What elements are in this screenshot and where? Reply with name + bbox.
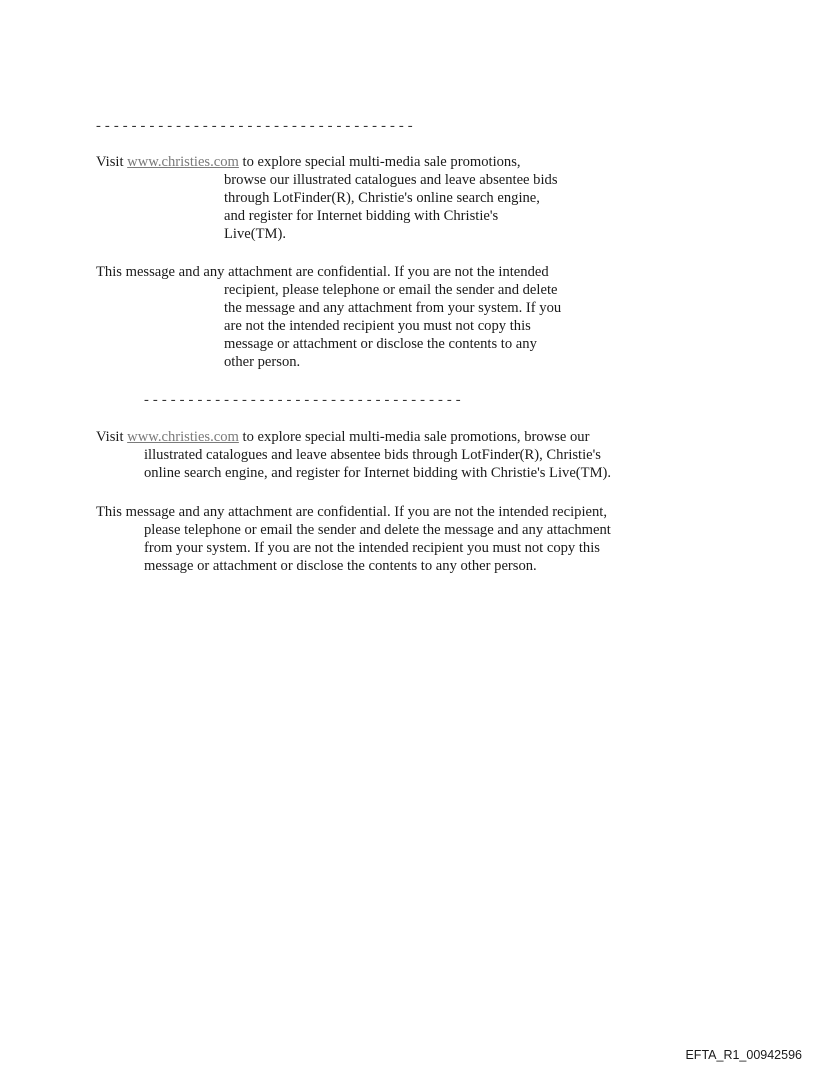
- promo-1-visit-prefix: Visit: [96, 154, 128, 170]
- promo-1-line-4: and register for Internet bidding with Christie's: [224, 208, 499, 224]
- confidential-1-line-5: message or attachment or disclose the contents to any: [224, 336, 537, 352]
- promo-2-line-1: [96, 428, 589, 446]
- promo-1-line-3: through LotFinder(R), Christie's online search engine,: [224, 190, 540, 206]
- confidential-1-line-6: other person.: [224, 354, 301, 370]
- christies-link-2[interactable]: www.christies.com: [127, 429, 239, 445]
- confidential-2-line-1: This message and any attachment are confidential. If you are not the intended recipient,: [96, 504, 607, 520]
- promo-1-line-2: browse our illustrated catalogues and leave absentee bids: [224, 172, 558, 188]
- confidential-1-line-1: This message and any attachment are confidential. If you are not the intended: [96, 264, 549, 280]
- promo-1-line-1-rest: to explore special multi-media sale promotions,: [238, 154, 521, 170]
- promo-2-line-2: illustrated catalogues and leave absentee bids through LotFinder(R), Christie's: [144, 447, 601, 463]
- christies-link-1[interactable]: www.christies.com: [127, 154, 239, 170]
- promo-2-line-3: online search engine, and register for Internet bidding with Christie's Live(TM).: [144, 465, 612, 481]
- document-id: EFTA_R1_00942596: [685, 1048, 802, 1062]
- confidential-1-line-3: the message and any attachment from your system. If you: [224, 300, 562, 316]
- promo-2-visit-prefix: Visit: [96, 429, 128, 445]
- separator-line-2: - - - - - - - - - - - - - - - - - - - - - - - - - - - - - - - - - - - -: [144, 392, 461, 408]
- promo-1-line-5: Live(TM).: [224, 226, 287, 242]
- confidential-2-line-4: message or attachment or disclose the contents to any other person.: [144, 558, 537, 574]
- promo-1-line-1: [96, 153, 521, 171]
- promo-2-line-1-rest: to explore special multi-media sale promotions, browse our: [238, 429, 590, 445]
- confidential-1-line-2: recipient, please telephone or email the sender and delete: [224, 282, 558, 298]
- separator-line-1: - - - - - - - - - - - - - - - - - - - - - - - - - - - - - - - - - - - -: [96, 118, 413, 134]
- confidential-2-line-3: from your system. If you are not the intended recipient you must not copy this: [144, 540, 600, 556]
- confidential-2-line-2: please telephone or email the sender and delete the message and any attachment: [144, 522, 611, 538]
- confidential-1-line-4: are not the intended recipient you must not copy this: [224, 318, 531, 334]
